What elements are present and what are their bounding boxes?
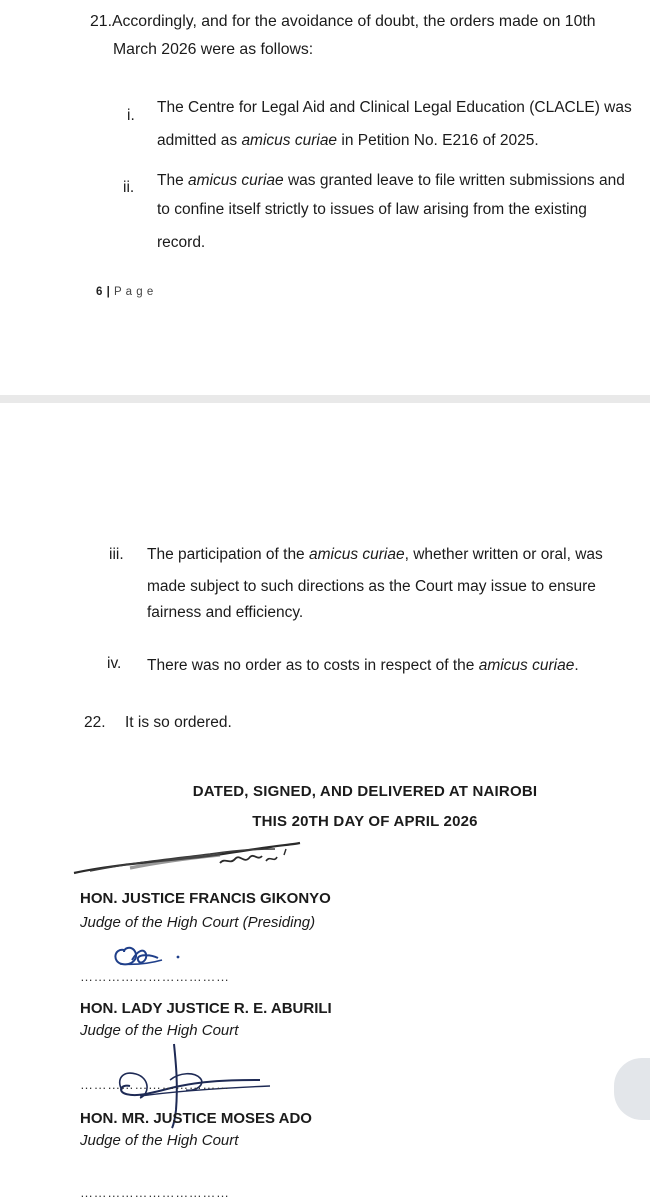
judge-3-title: Judge of the High Court: [80, 1132, 239, 1149]
dated-line-1: DATED, SIGNED, AND DELIVERED AT NAIROBI: [192, 783, 538, 800]
signature-aburili-image: [110, 940, 200, 972]
paragraph-text: It is so ordered.: [125, 714, 232, 731]
text-run: .: [574, 657, 579, 674]
italic-term: amicus curiae: [478, 657, 575, 674]
paragraph-number: 22.: [84, 714, 106, 731]
text-run: , whether written or oral, was: [404, 546, 603, 563]
order-number: iii.: [109, 546, 124, 563]
order-line: [147, 656, 579, 676]
document-page-7: [0, 403, 650, 1200]
text-run: The: [157, 172, 189, 189]
italic-term: amicus curiae: [188, 172, 284, 189]
order-line: [157, 171, 625, 191]
signature-line-2: ……………………………: [80, 1077, 230, 1092]
italic-term: amicus curiae: [241, 132, 338, 149]
page-footer: [96, 286, 154, 298]
text-run: The participation of the: [147, 546, 309, 563]
document-page-6: [0, 0, 650, 395]
text-run: There was no order as to costs in respect of the: [147, 657, 479, 674]
order-line: [157, 131, 539, 151]
text-run: in Petition No. E216 of 2025.: [337, 132, 539, 149]
order-number: iv.: [107, 655, 122, 672]
signature-line-1: ……………………………: [80, 969, 230, 984]
judge-1-name: HON. JUSTICE FRANCIS GIKONYO: [80, 890, 331, 907]
judge-2-name: HON. LADY JUSTICE R. E. ABURILI: [80, 1000, 332, 1017]
page-separator: |: [102, 286, 115, 298]
order-line: The Centre for Legal Aid and Clinical Legal Education (CLACLE) was: [157, 99, 632, 116]
order-line: fairness and efficiency.: [147, 604, 304, 621]
judge-3-name: HON. MR. JUSTICE MOSES ADO: [80, 1110, 312, 1127]
text-run: was granted leave to file written submissions and: [283, 172, 625, 189]
paragraph-21-line-2: March 2026 were as follows:: [113, 41, 314, 58]
dated-line-2: THIS 20TH DAY OF APRIL 2026: [252, 813, 478, 830]
italic-term: amicus curiae: [309, 546, 405, 563]
paragraph-21-line-1: 21.Accordingly, and for the avoidance of doubt, the orders made on 10th: [90, 13, 596, 30]
page-separator-gap: [0, 395, 650, 403]
order-line: to confine itself strictly to issues of law arising from the existing: [157, 201, 587, 218]
judge-2-title: Judge of the High Court: [80, 1022, 239, 1039]
order-number: i.: [127, 107, 135, 124]
judge-1-title: Judge of the High Court (Presiding): [80, 914, 316, 931]
page-label: P a g e: [114, 286, 154, 298]
order-line: [147, 545, 603, 565]
order-line: made subject to such directions as the Court may issue to ensure: [147, 578, 596, 595]
order-number: ii.: [123, 179, 135, 196]
page-number: 6: [96, 286, 103, 298]
signature-line-3: ……………………………: [80, 1185, 230, 1200]
text-run: admitted as: [157, 132, 242, 149]
order-line: record.: [157, 234, 206, 251]
signature-gikonyo-image: [70, 835, 310, 879]
